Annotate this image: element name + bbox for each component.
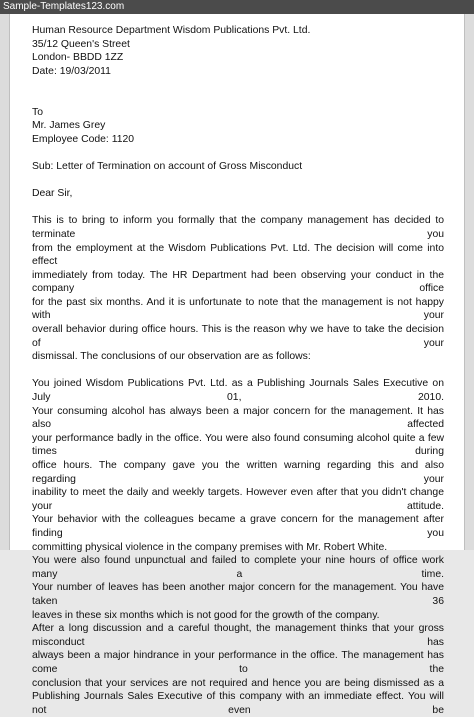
paragraph-2 bbox=[32, 377, 444, 717]
letter-date: Date: 19/03/2011 bbox=[32, 65, 111, 77]
sender-line: 35/12 Queen's Street bbox=[32, 38, 130, 50]
paragraph-line: from the employment at the Wisdom Publications Pvt. Ltd. The decision will come into effect bbox=[32, 242, 444, 268]
to-label: To bbox=[32, 106, 43, 118]
spacer bbox=[32, 201, 444, 215]
spacer bbox=[32, 78, 444, 92]
paragraph-line: overall behavior during office hours. This is the reason why we have to take the decision of your bbox=[32, 324, 444, 349]
paragraph-line: You were also found unpunctual and failed to complete your nine hours of office work many a time. bbox=[32, 555, 444, 580]
letter-content bbox=[32, 24, 444, 717]
salutation: Dear Sir, bbox=[32, 188, 73, 200]
spacer bbox=[32, 174, 444, 188]
sender-line: Human Resource Department Wisdom Publications Pvt. Ltd. bbox=[32, 25, 311, 36]
paragraph-line: Your number of leaves has been another major concern for the management. You have taken 36 bbox=[32, 582, 444, 607]
paragraph-line: your performance badly in the office. You were also found consuming alcohol quite a few times during bbox=[32, 432, 444, 458]
paragraph-line: committing physical violence in the company premises with Mr. Robert White. bbox=[32, 541, 388, 553]
paragraph-line: This is to bring to inform you formally that the company management has decided to terminate you bbox=[32, 215, 444, 240]
paragraph-line: conclusion that your services are not required and hence you are being dismissed as a bbox=[32, 677, 444, 689]
spacer bbox=[32, 364, 444, 378]
subject-line: Sub: Letter of Termination on account of Gross Misconduct bbox=[32, 160, 303, 172]
paragraph-line: for the past six months. And it is unfortunate to note that the management is not happy with your bbox=[32, 296, 444, 322]
paragraph-line: office hours. The company gave you the written warning regarding this and also regarding your bbox=[32, 460, 444, 485]
paragraph-line: Publishing Journals Sales Executive of this company with an immediate effect. You will not even be bbox=[32, 691, 444, 716]
paragraph-line: always been a major hindrance in your performance in the office. The management has come to the bbox=[32, 650, 444, 675]
paragraph-line: After a long discussion and a careful thought, the management thinks that your gross misconduct has bbox=[32, 623, 444, 648]
watermark-bar bbox=[0, 0, 474, 14]
employee-code: Employee Code: 1120 bbox=[32, 133, 135, 145]
paragraph-line: immediately from today. The HR Department had been observing your conduct in the company office bbox=[32, 269, 444, 295]
spacer bbox=[32, 92, 444, 106]
sender-address bbox=[32, 24, 444, 78]
recipient-name: Mr. James Grey bbox=[32, 120, 106, 132]
watermark-text: Sample-Templates123.com bbox=[3, 1, 125, 12]
paragraph-line: Your consuming alcohol has always been a major concern for the management. It has also affected bbox=[32, 405, 444, 431]
paragraph-line: inability to meet the daily and weekly targets. However even after that you didn't change your attitude. bbox=[32, 487, 444, 512]
paragraph-1 bbox=[32, 214, 444, 364]
spacer bbox=[32, 146, 444, 160]
sender-line: London- BBDD 1ZZ bbox=[32, 52, 124, 64]
paragraph-line: Your behavior with the colleagues became a grave concern for the management after finding you bbox=[32, 514, 444, 539]
recipient-block bbox=[32, 106, 444, 147]
letter-page bbox=[9, 14, 465, 716]
paragraph-line: leaves in these six months which is not good for the growth of the company. bbox=[32, 609, 380, 621]
paragraph-line: You joined Wisdom Publications Pvt. Ltd. as a Publishing Journals Sales Executive on July 01, 2010. bbox=[32, 378, 444, 404]
paragraph-line: dismissal. The conclusions of our observation are as follows: bbox=[32, 351, 311, 363]
